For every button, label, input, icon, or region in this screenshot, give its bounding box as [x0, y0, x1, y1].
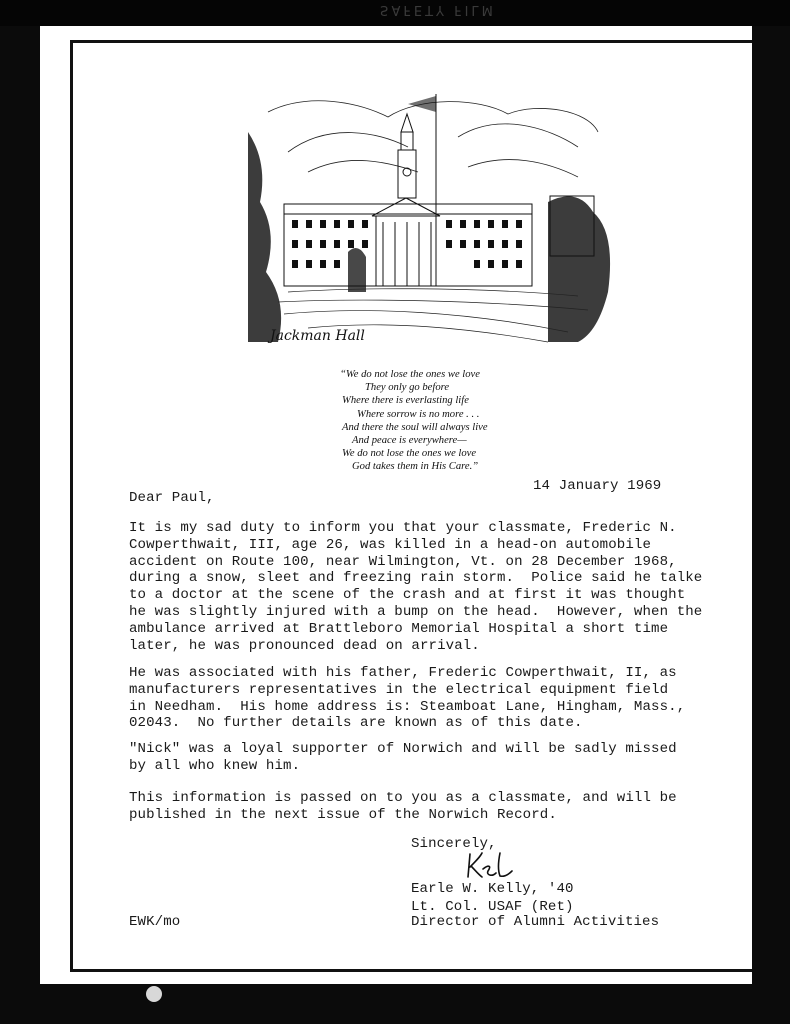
signer-title: Director of Alumni Activities [411, 914, 660, 930]
film-edge-text: SAFETY FILM [380, 2, 496, 17]
body-paragraph: "Nick" was a loyal supporter of Norwich and will be sadly missed by all who knew him. [129, 741, 677, 774]
letterhead-illustration [248, 92, 616, 354]
body-paragraph: He was associated with his father, Frederic Cowperthwait, II, as manufacturers representatives in the electrical equipment field in Needham. His home address is: Steamboat Lane, Hingham, Mass., 02043. No further details are known as of this date. [129, 665, 686, 732]
reference-initials: EWK/mo [129, 914, 181, 930]
memorial-poem [338, 368, 488, 474]
body-paragraph: This information is passed on to you as a classmate, and will be published in the next issue of the Norwich Record. [129, 790, 677, 823]
handwritten-signature [466, 851, 516, 881]
poem-line: We do not lose the ones we love [342, 448, 477, 460]
poem-line: And there the soul will always live [342, 421, 488, 433]
poem-line: God takes them in His Care.” [352, 461, 479, 473]
letter-date: 14 January 1969 [533, 478, 662, 494]
signer-name: Earle W. Kelly, '40 [411, 881, 574, 897]
salutation: Dear Paul, [129, 490, 215, 506]
body-paragraph: It is my sad duty to inform you that your classmate, Frederic N. Cowperthwait, III, age 26, was killed in a head-on automobile accident on Route 100, near Wilmington, Vt. on 28 December 1968, during a snow, sleet and freezing rain storm. Police said he talke to a doctor at the scene of the crash and at first it was thought he was slightly injured with a bump on the head. However, when the ambulance arrived at Brattleboro Memorial Hospital a short time later, he was pronounced dead on arrival. [129, 520, 703, 654]
artist-signature: Jackman Hall [270, 328, 365, 344]
poem-line: Where sorrow is no more . . . [357, 408, 480, 420]
closing: Sincerely, [411, 836, 497, 852]
poem-line: And peace is everywhere— [352, 435, 467, 447]
poem-line: Where there is everlasting life [342, 395, 469, 407]
punch-hole [146, 986, 162, 1002]
poem-line: “We do not lose the ones we love [340, 369, 480, 380]
poem-line: They only go before [365, 382, 450, 394]
film-edge [0, 0, 790, 26]
signer-rank: Lt. Col. USAF (Ret) [411, 899, 574, 915]
